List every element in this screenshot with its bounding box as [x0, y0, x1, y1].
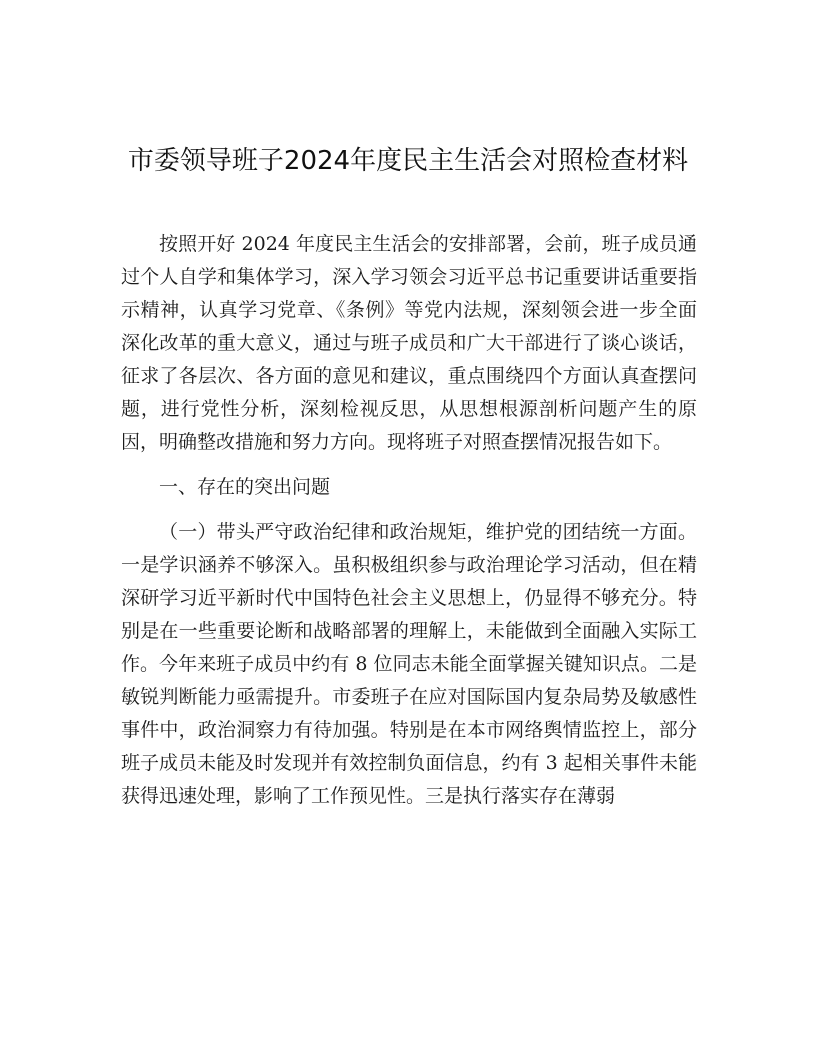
document-body — [121, 228, 697, 813]
document-title: 市委领导班子2024年度民主生活会对照检查材料 — [127, 146, 689, 176]
intro-paragraph: 按照开好 2024 年度民主生活会的安排部署，会前，班子成员通过个人自学和集体学习，深入学习领会习近平总书记重要讲话重要指示精神，认真学习党章、《条例》等党内法规，深刻领会进一步全面深化改革的重大意义，通过与班子成员和广大干部进行了谈心谈话，征求了各层次、各方面的意见和建议，重点围绕四个方面认真查摆问题，进行党性分析，深刻检视反思，从思想根源剖析问题产生的原因，明确整改措施和努力方向。现将班子对照查摆情况报告如下。 — [121, 233, 697, 453]
section-paragraph: （一）带头严守政治纪律和政治规矩，维护党的团结统一方面。一是学识涵养不够深入。虽积极组织参与政治理论学习活动，但在精深研学习近平新时代中国特色社会主义思想上，仍显得不够充分。特别是在一些重要论断和战略部署的理解上，未能做到全面融入实际工作。今年来班子成员中约有 8 位同志未能全面掌握关键知识点。二是敏锐判断能力亟需提升。市委班子在应对国际国内复杂局势及敏感性事件中，政治洞察力有待加强。特别是在本市网络舆情监控上，部分班子成员未能及时发现并有效控制负面信息，约有 3 起相关事件未能获得迅速处理，影响了工作预见性。三是执行落实存在薄弱 — [121, 521, 697, 807]
section-heading: 一、存在的突出问题 — [159, 476, 331, 498]
